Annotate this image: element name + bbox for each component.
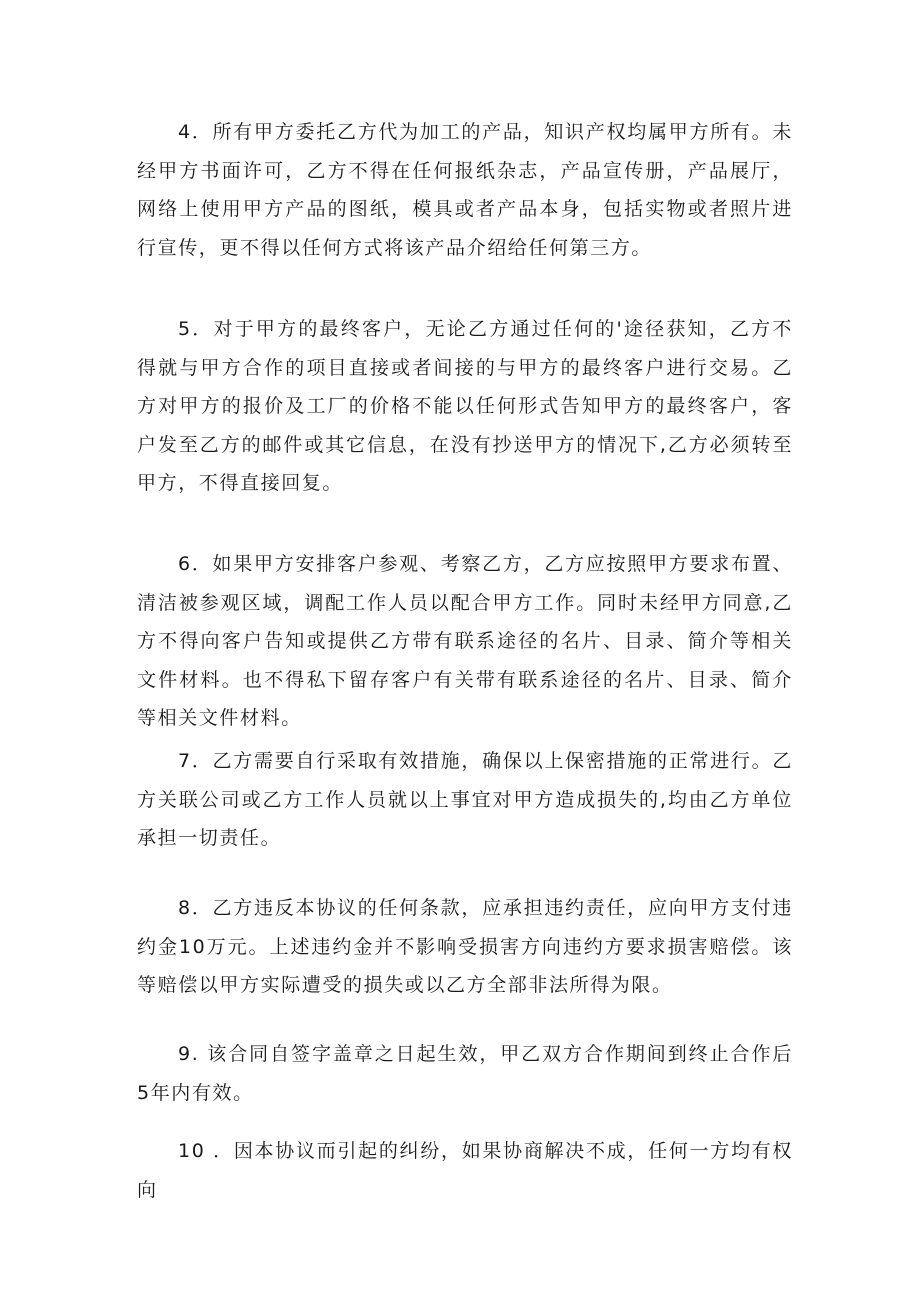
- clause-4-paragraph: 4．所有甲方委托乙方代为加工的产品，知识产权均属甲方所有。未经甲方书面许可，乙方不得在任何报纸杂志，产品宣传册，产品展厅，网络上使用甲方产品的图纸，模具或者产品本身，包括实物或者照片进行宣传，更不得以任何方式将该产品介绍给任何第三方。: [137, 121, 793, 259]
- clause-8-paragraph: 8．乙方违反本协议的任何条款，应承担违约责任，应向甲方支付违约金10万元。上述违约金并不影响受损害方向违约方要求损害赔偿。该等赔偿以甲方实际遭受的损失或以乙方全部非法所得为限。: [137, 897, 793, 996]
- clause-10-paragraph: 10 ．因本协议而引起的纠纷，如果协商解决不成，任何一方均有权向: [137, 1140, 793, 1201]
- clause-6-paragraph: 6．如果甲方安排客户参观、考察乙方，乙方应按照甲方要求布置、清洁被参观区域，调配工作人员以配合甲方工作。同时未经甲方同意,乙方不得向客户告知或提供乙方带有联系途径的名片、目录、简介等相关文件材料。也不得私下留存客户有关带有联系途径的名片、目录、简介等相关文件材料。: [137, 553, 793, 729]
- clause-7-paragraph: 7．乙方需要自行采取有效措施，确保以上保密措施的正常进行。乙方关联公司或乙方工作人员就以上事宜对甲方造成损失的,均由乙方单位承担一切责任。: [137, 750, 793, 849]
- clause-9-paragraph: 9. 该合同自签字盖章之日起生效，甲乙双方合作期间到终止合作后5年内有效。: [137, 1043, 793, 1104]
- clause-5-paragraph: 5．对于甲方的最终客户，无论乙方通过任何的'途径获知，乙方不得就与甲方合作的项目直接或者间接的与甲方的最终客户进行交易。乙方对甲方的报价及工厂的价格不能以任何形式告知甲方的最终客户，客户发至乙方的邮件或其它信息，在没有抄送甲方的情况下,乙方必须转至甲方，不得直接回复。: [137, 318, 793, 494]
